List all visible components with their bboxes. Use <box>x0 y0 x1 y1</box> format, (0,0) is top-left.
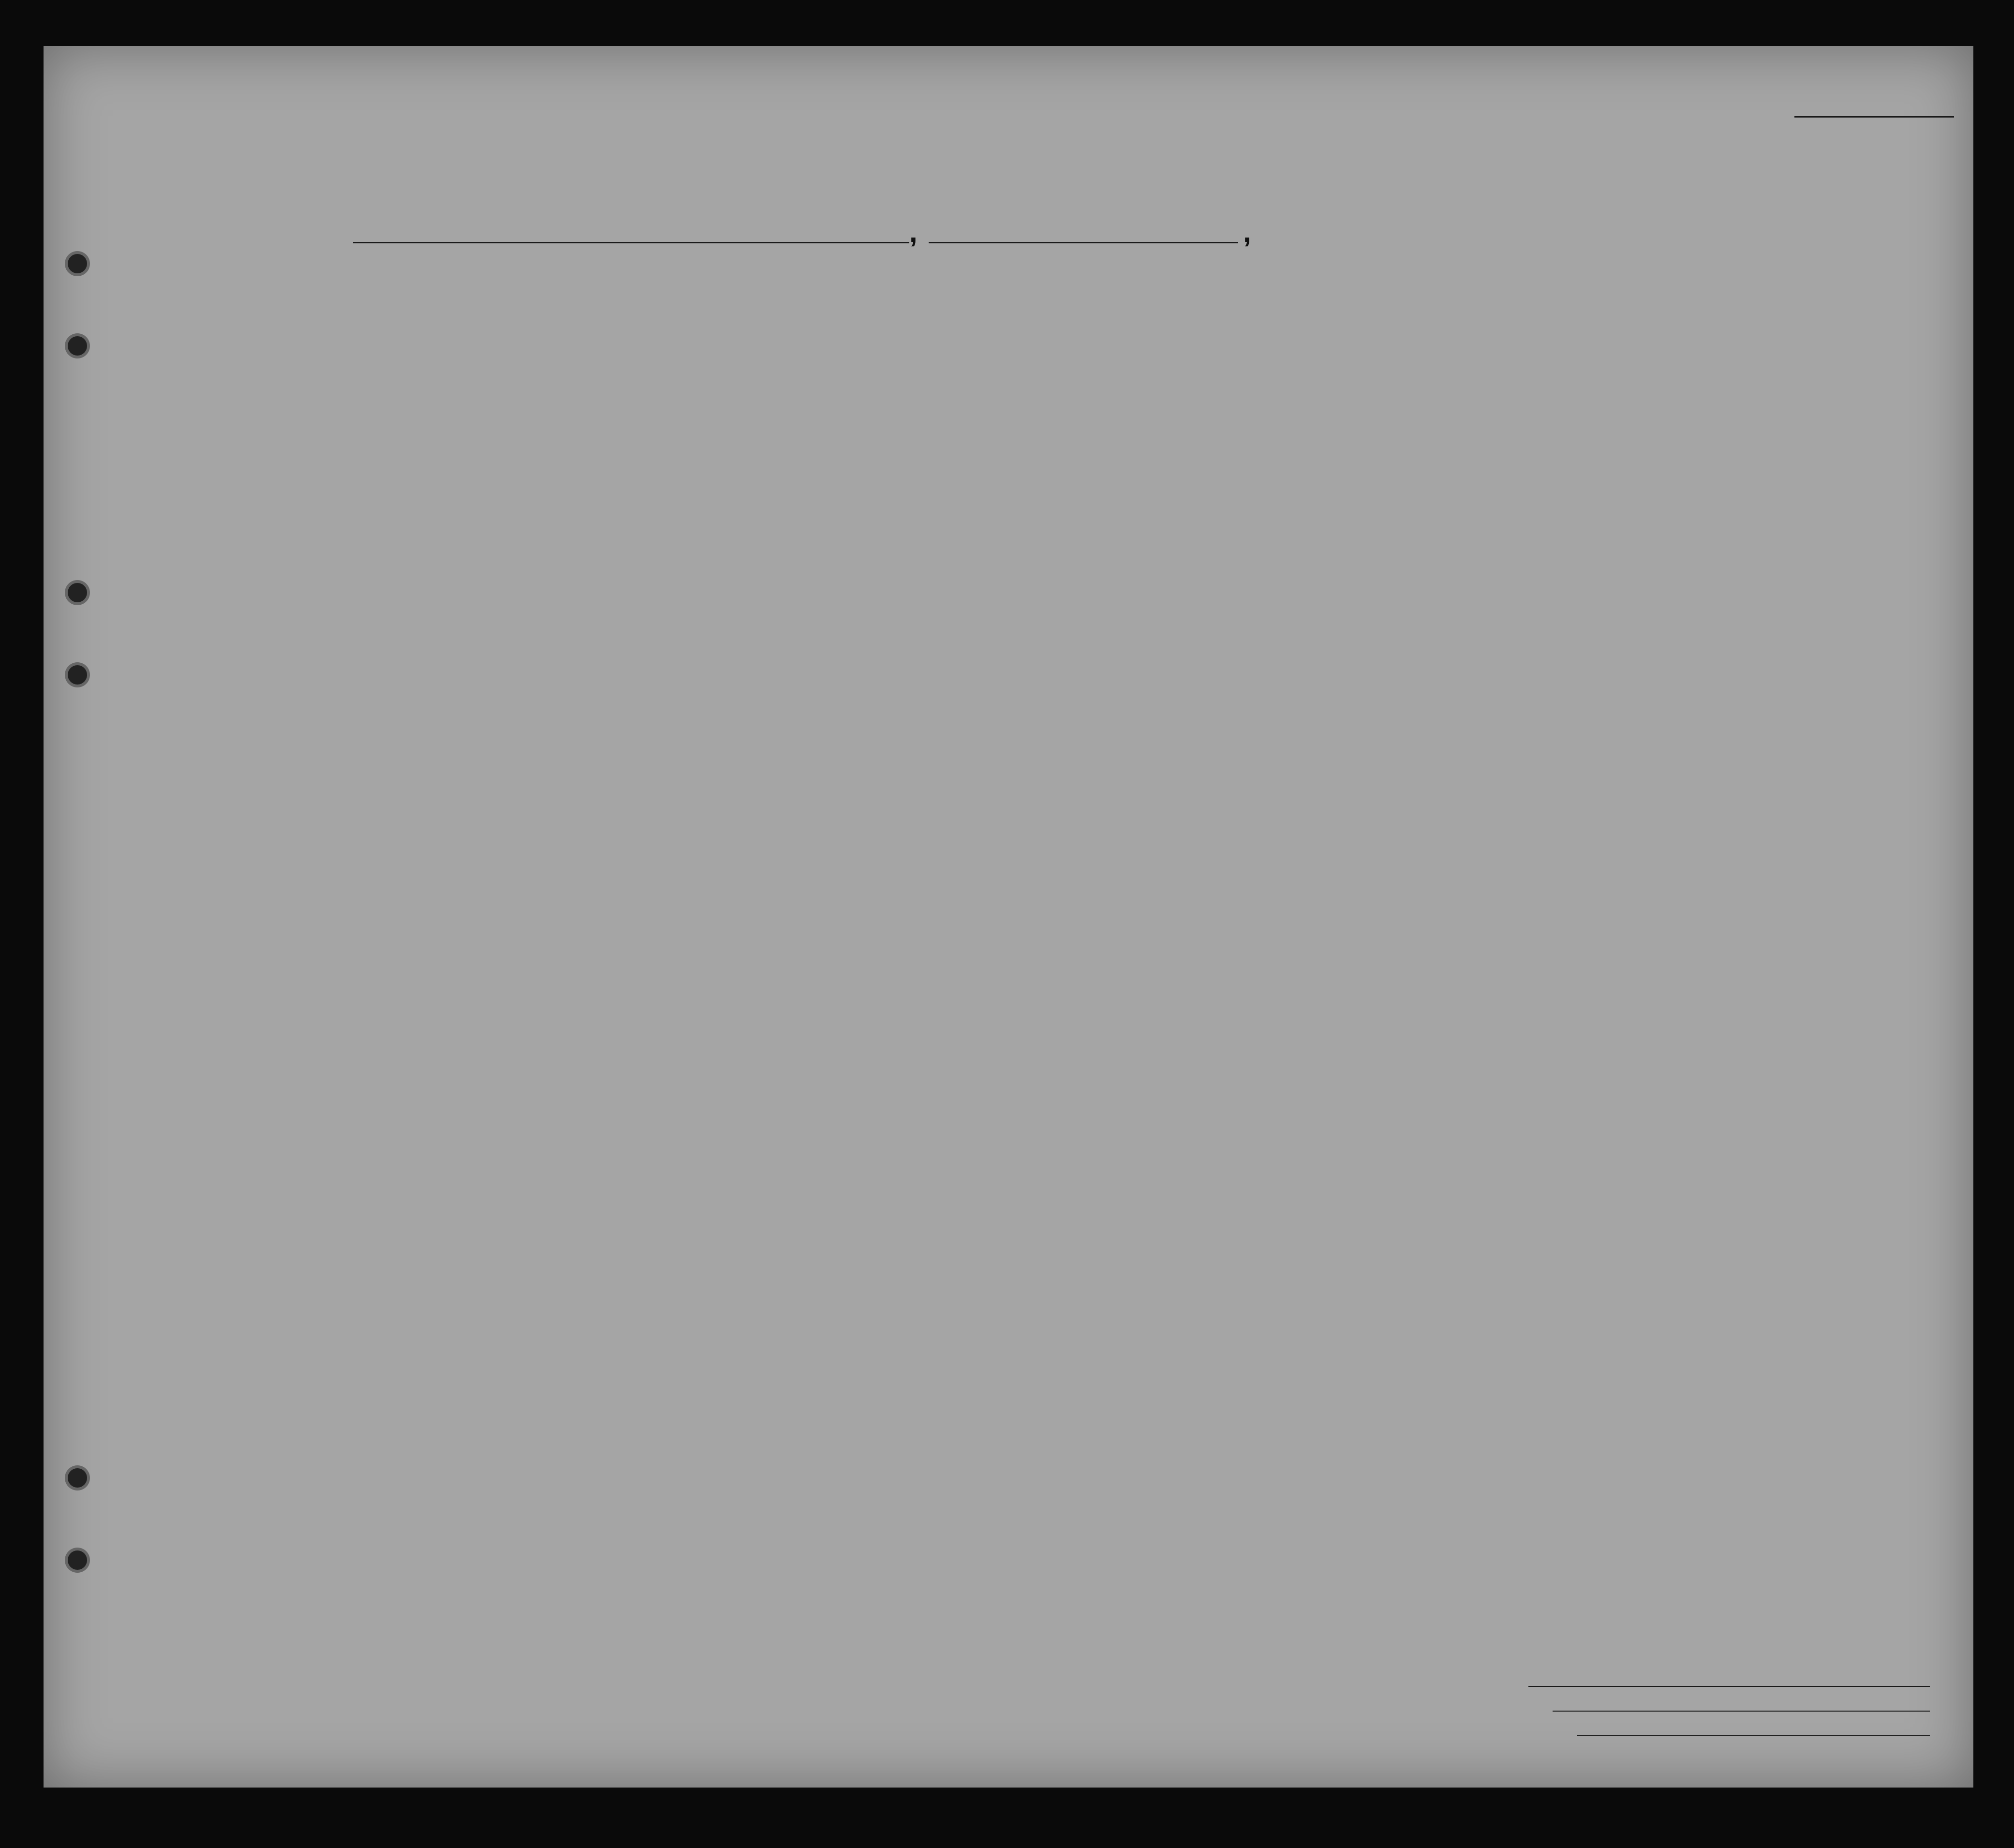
table-grid <box>44 46 1973 1788</box>
manifest-sheet: , , <box>44 46 1973 1788</box>
